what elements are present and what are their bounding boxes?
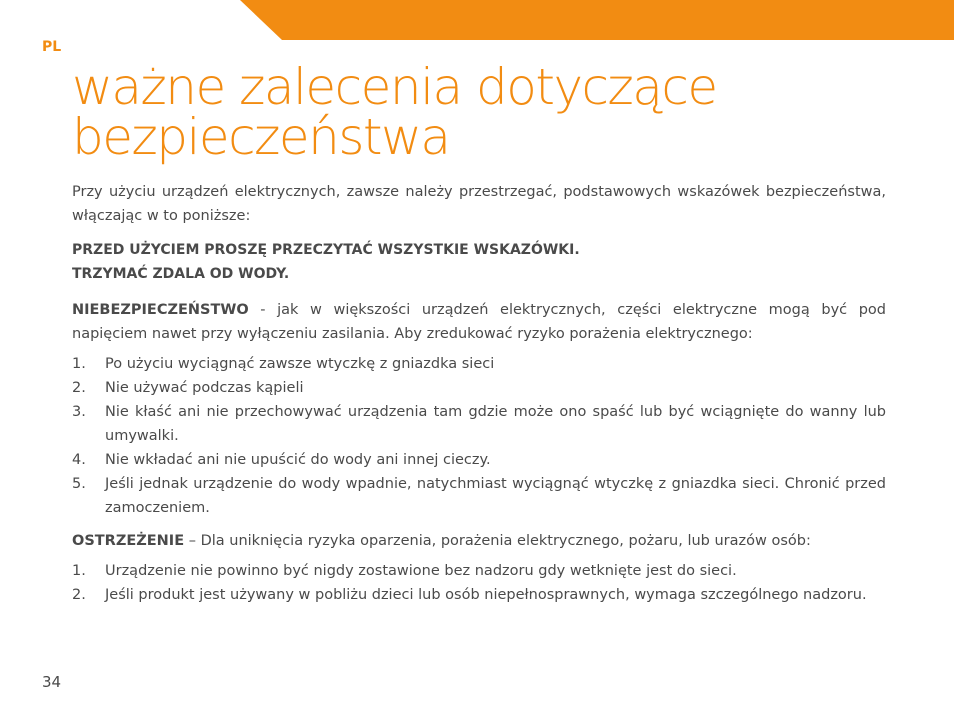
list-item-text: Po użyciu wyciągnąć zawsze wtyczkę z gniazdka sieci xyxy=(105,356,495,372)
danger-paragraph xyxy=(72,298,886,346)
list-item-text: Jeśli jednak urządzenie do wody wpadnie, natychmiast wyciągnąć wtyczkę z gniazdka sieci. Chronić przed zamoczeniem. xyxy=(105,476,886,516)
intro-paragraph: Przy użyciu urządzeń elektrycznych, zawsze należy przestrzegać, podstawowych wskazówek bezpieczeństwa, włączając w to poniższe: xyxy=(72,184,886,224)
list-item xyxy=(72,472,886,520)
list-item xyxy=(72,376,886,400)
warning-keyword: OSTRZEŻENIE xyxy=(72,533,185,549)
warning-list xyxy=(72,559,886,607)
list-item-text: Urządzenie nie powinno być nigdy zostawione bez nadzoru gdy wetknięte jest do sieci. xyxy=(105,563,737,579)
list-item-number: 5. xyxy=(72,476,86,492)
notice-block xyxy=(72,238,886,286)
language-label: PL xyxy=(42,39,62,55)
list-item-number: 2. xyxy=(72,587,86,603)
page-title xyxy=(72,58,922,166)
list-item xyxy=(72,559,886,583)
list-item xyxy=(72,400,886,448)
list-item-number: 1. xyxy=(72,563,86,579)
page-title-line-2: bezpieczeństwa xyxy=(72,108,450,166)
list-item-text: Nie używać podczas kąpieli xyxy=(105,380,304,396)
warning-text: – Dla uniknięcia ryzyka oparzenia, porażenia elektrycznego, pożaru, lub urazów osób: xyxy=(184,533,811,549)
list-item xyxy=(72,448,886,472)
list-item xyxy=(72,352,886,376)
danger-list xyxy=(72,352,886,520)
list-item-number: 4. xyxy=(72,452,86,468)
list-item-text: Nie wkładać ani nie upuścić do wody ani innej cieczy. xyxy=(105,452,491,468)
warning-paragraph xyxy=(72,529,886,553)
notice-read-instructions: PRZED UŻYCIEM PROSZĘ PRZECZYTAĆ WSZYSTKIE WSKAZÓWKI. xyxy=(72,242,580,258)
list-item xyxy=(72,583,886,607)
list-item-number: 2. xyxy=(72,380,86,396)
page-title-line-1: ważne zalecenia dotyczące xyxy=(72,58,717,116)
danger-keyword: NIEBEZPIECZEŃSTWO xyxy=(72,302,249,318)
notice-keep-away-water: TRZYMAĆ ZDALA OD WODY. xyxy=(72,266,290,282)
list-item-text: Jeśli produkt jest używany w pobliżu dzieci lub osób niepełnosprawnych, wymaga szczególnego nadzoru. xyxy=(105,587,867,603)
list-item-number: 3. xyxy=(72,404,86,420)
header-accent-band xyxy=(0,0,954,40)
list-item-text: Nie kłaść ani nie przechowywać urządzenia tam gdzie może ono spaść lub być wciągnięte do wanny lub umywalki. xyxy=(105,404,886,444)
danger-text: - jak w większości urządzeń elektrycznych, części elektryczne mogą być pod napięciem nawet przy wyłączeniu zasilania. Aby zredukować ryzyko porażenia elektrycznego: xyxy=(72,302,886,342)
document-body xyxy=(72,180,886,607)
list-item-number: 1. xyxy=(72,356,86,372)
page-number: 34 xyxy=(42,673,62,691)
